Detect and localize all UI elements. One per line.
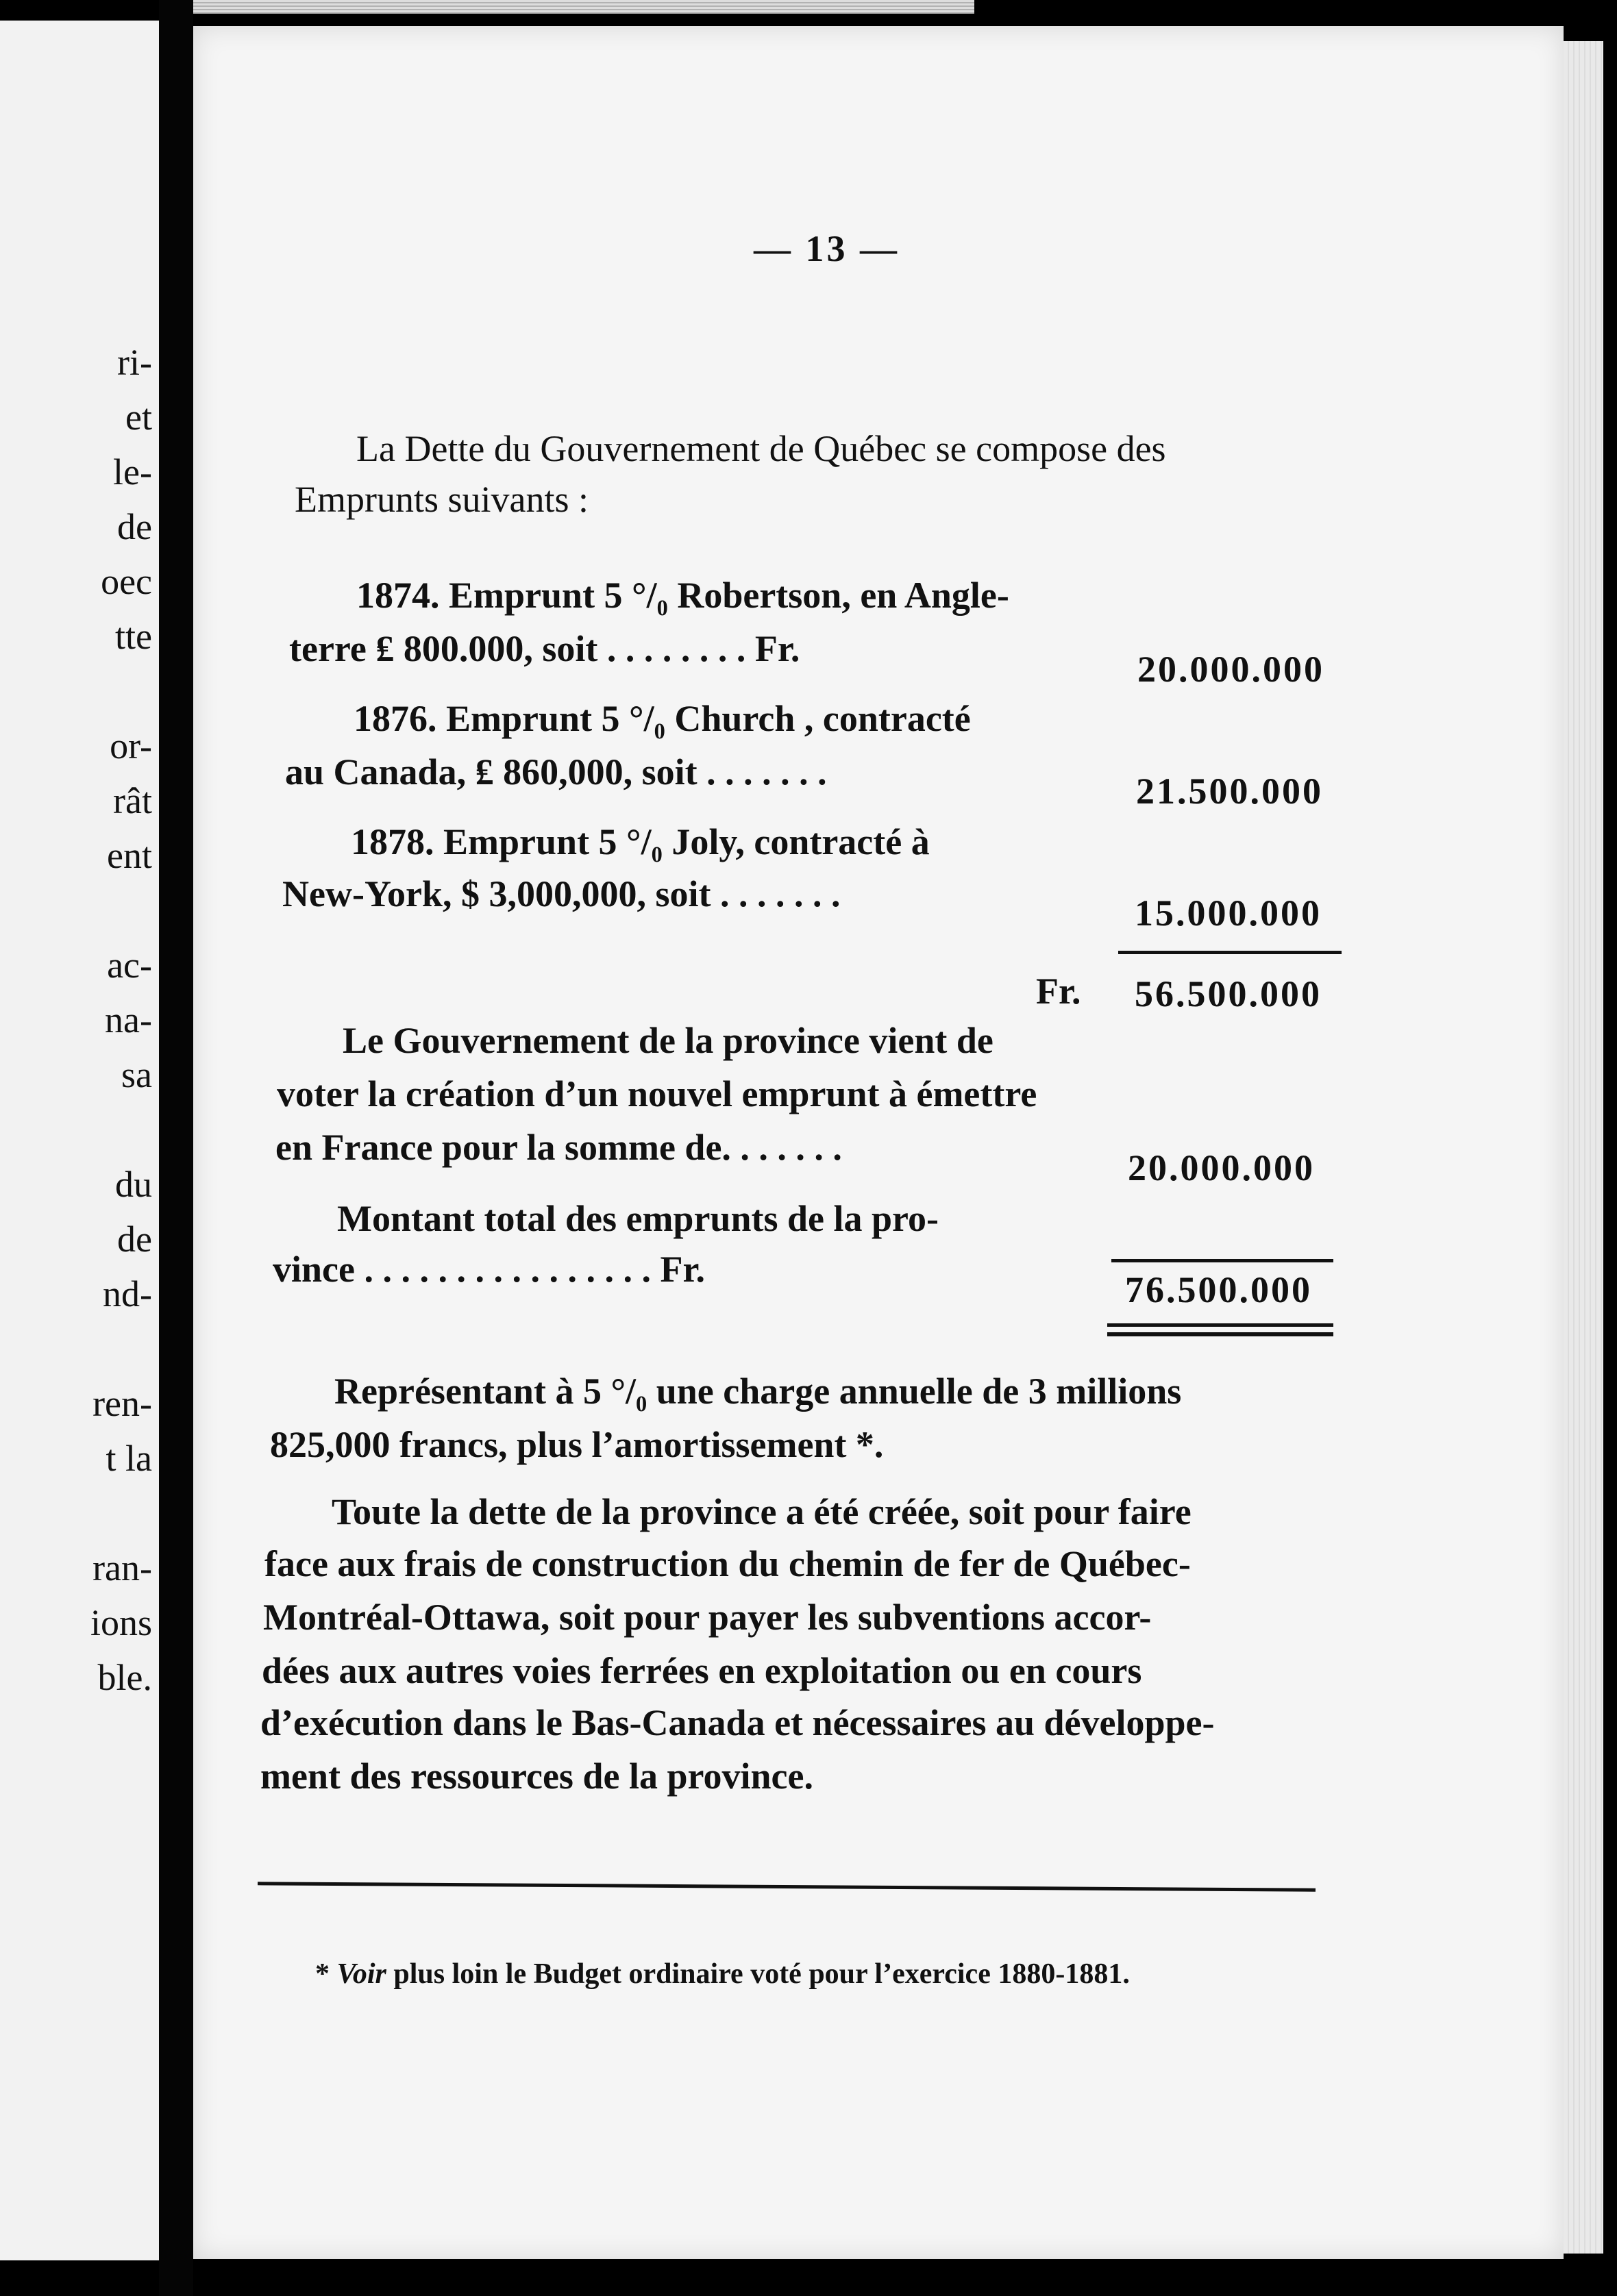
total-line: Montant total des emprunts de la pro-: [337, 1198, 939, 1239]
loan-1878-amount: 15.000.000: [1135, 893, 1322, 934]
left-page-fragment: ions: [90, 1602, 152, 1643]
left-page-fragment: ac-: [107, 945, 152, 986]
left-page-fragment: du: [115, 1164, 152, 1205]
left-page-fragment: oec: [101, 561, 152, 602]
debt-paragraph-line: Montréal-Ottawa, soit pour payer les subventions accor-: [263, 1597, 1152, 1638]
page-stack-edge: [1564, 41, 1603, 2254]
subtotal-label: Fr.: [1036, 971, 1081, 1012]
loan-1878-line: 1878. Emprunt 5 °/₀ Joly, contracté à: [351, 821, 930, 862]
charge-paragraph-line: 825,000 francs, plus l’amortissement *.: [270, 1424, 884, 1465]
left-page-fragment: or-: [110, 725, 152, 766]
debt-paragraph-line: dées aux autres voies ferrées en exploitation ou en cours: [262, 1650, 1142, 1691]
total-top-rule: [1111, 1259, 1333, 1262]
intro-line: La Dette du Gouvernement de Québec se compose des: [356, 428, 1166, 469]
left-page-fragment: le-: [113, 451, 152, 492]
page-number: — 13 —: [754, 228, 900, 269]
new-loan-line: Le Gouvernement de la province vient de: [343, 1020, 993, 1061]
footnote-marker: *: [315, 1958, 330, 1990]
left-facing-page: [0, 21, 159, 2260]
left-page-fragment: rât: [113, 780, 152, 821]
total-line: vince . . . . . . . . . . . . . . . . Fr.: [273, 1249, 705, 1290]
left-page-fragment: tte: [115, 616, 152, 657]
left-page-fragment: nd-: [103, 1273, 152, 1314]
new-loan-amount: 20.000.000: [1128, 1147, 1315, 1188]
debt-paragraph-line: d’exécution dans le Bas-Canada et nécessaires au développe-: [260, 1702, 1215, 1743]
left-page-fragment: ri-: [117, 342, 152, 383]
left-page-fragment: t la: [106, 1438, 152, 1479]
book-gutter: [159, 0, 193, 2296]
left-page-fragment: sa: [121, 1054, 152, 1095]
left-page-fragment: de: [117, 1219, 152, 1260]
loan-1874-line: terre ₤ 800.000, soit . . . . . . . . Fr.: [289, 628, 800, 669]
debt-paragraph-line: face aux frais de construction du chemin de fer de Québec-: [264, 1543, 1191, 1584]
loan-1874-line: 1874. Emprunt 5 °/₀ Robertson, en Angle-: [356, 575, 1009, 616]
total-amount: 76.500.000: [1125, 1269, 1312, 1310]
debt-paragraph-line: ment des ressources de la province.: [260, 1756, 813, 1797]
new-loan-line: voter la création d’un nouvel emprunt à émettre: [277, 1073, 1037, 1114]
page-stack-top: [193, 0, 974, 14]
left-page-fragment: ren-: [92, 1383, 152, 1424]
charge-paragraph-line: Représentant à 5 °/₀ une charge annuelle de 3 millions: [334, 1371, 1182, 1412]
footnote: [315, 1958, 1130, 1991]
intro-line: Emprunts suivants :: [295, 479, 589, 520]
footnote-text: plus loin le Budget ordinaire voté pour l’exercice 1880-1881.: [386, 1958, 1130, 1990]
new-loan-line: en France pour la somme de. . . . . . .: [275, 1127, 842, 1168]
loan-1878-line: New-York, $ 3,000,000, soit . . . . . . .: [282, 873, 841, 914]
total-double-rule-upper: [1107, 1323, 1333, 1327]
loan-1876-line: au Canada, ₤ 860,000, soit . . . . . . .: [285, 751, 827, 793]
subtotal-rule: [1118, 951, 1342, 954]
loan-1876-line: 1876. Emprunt 5 °/₀ Church , contracté: [354, 698, 971, 739]
left-page-fragment: ran-: [92, 1547, 152, 1588]
footnote-italic: Voir: [336, 1958, 386, 1990]
subtotal-amount: 56.500.000: [1135, 973, 1322, 1014]
debt-paragraph-line: Toute la dette de la province a été créée, soit pour faire: [332, 1491, 1192, 1532]
left-page-fragment: et: [125, 397, 152, 438]
total-double-rule-lower: [1107, 1332, 1333, 1336]
loan-1874-amount: 20.000.000: [1137, 649, 1324, 690]
left-page-fragment: ent: [107, 835, 152, 876]
left-page-fragment: na-: [105, 999, 152, 1040]
left-page-fragment: de: [117, 506, 152, 547]
loan-1876-amount: 21.500.000: [1136, 771, 1323, 812]
left-page-fragment: ble.: [97, 1657, 152, 1698]
